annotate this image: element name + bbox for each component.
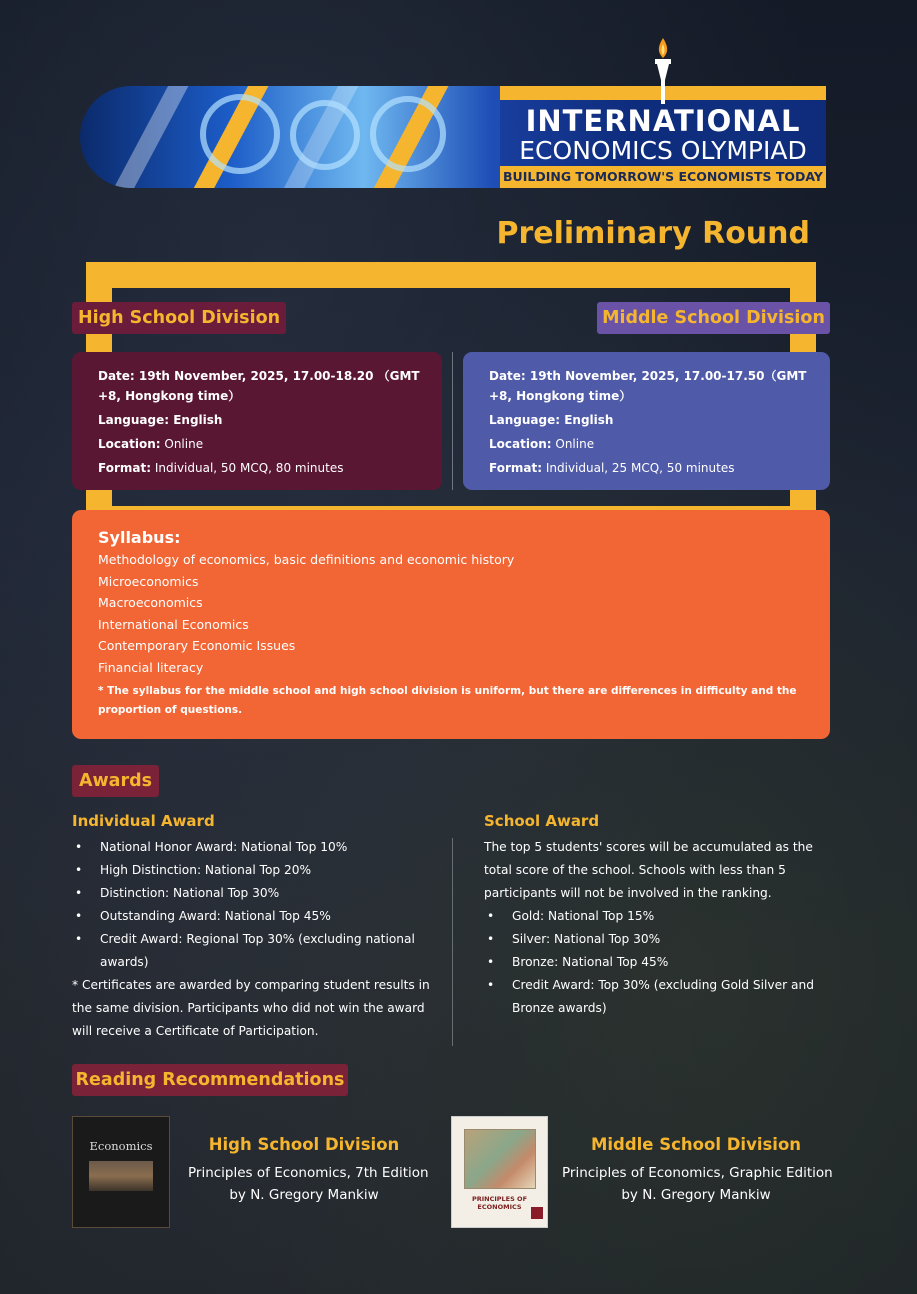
hs-format-value: Individual, 50 MCQ, 80 minutes [154, 461, 344, 475]
list-item: • Distinction: National Top 30% [72, 882, 432, 905]
list-item: • High Distinction: National Top 20% [72, 859, 432, 882]
ms-rec-author: by N. Gregory Mankiw [621, 1187, 771, 1203]
list-item: • Outstanding Award: National Top 45% [72, 905, 432, 928]
ms-date: Date: 19th November, 2025, 17.00-17.50（GMT +8, Hongkong time） [489, 369, 807, 403]
event-banner [80, 86, 826, 188]
ms-rec-book: Principles of Economics, Graphic Edition [562, 1165, 833, 1181]
syllabus-item: International Economics [98, 616, 249, 632]
high-school-info-card [72, 352, 442, 490]
torch-icon [650, 36, 676, 106]
individual-award-heading: Individual Award [72, 812, 215, 830]
middle-school-info-card [463, 352, 830, 490]
hs-location-label: Location: [98, 437, 161, 451]
list-item: • National Honor Award: National Top 10% [72, 836, 432, 859]
ms-location-value: Online [555, 437, 595, 451]
syllabus-item: Financial literacy [98, 659, 204, 675]
divider [452, 838, 453, 1046]
hs-date: Date: 19th November, 2025, 17.00-18.20 （GMT +8, Hongkong time） [98, 369, 420, 403]
middle-school-division-tag: Middle School Division [597, 302, 830, 334]
hs-location-value: Online [164, 437, 204, 451]
banner-tagline: BUILDING TOMORROW'S ECONOMISTS TODAY [503, 169, 823, 184]
banner-title-line2: ECONOMICS OLYMPIAD [519, 136, 807, 165]
page-title: Preliminary Round [496, 216, 810, 251]
syllabus-note: * The syllabus for the middle school and high school division is uniform, but there are differences in difficulty and the proportion of questions. [98, 685, 797, 716]
ms-recommendation [562, 1135, 833, 1206]
ms-location-label: Location: [489, 437, 552, 451]
hs-rec-book: Principles of Economics, 7th Edition [188, 1165, 429, 1181]
syllabus-item: Contemporary Economic Issues [98, 638, 296, 653]
banner-title-line1: INTERNATIONAL [525, 104, 801, 138]
hs-recommendation [188, 1135, 429, 1206]
reading-recommendations-tag: Reading Recommendations [72, 1064, 348, 1096]
list-item: • Silver: National Top 30% [484, 928, 834, 951]
ms-format-value: Individual, 25 MCQ, 50 minutes [545, 461, 735, 475]
ms-rec-heading: Middle School Division [590, 1135, 802, 1154]
hs-language: Language: English [98, 413, 223, 427]
list-item: • Bronze: National Top 45% [484, 951, 834, 974]
individual-award-note: * Certificates are awarded by comparing student results in the same division. Participants who did not win the award will receive a Certificate of Participation. [72, 978, 430, 1038]
school-award-heading: School Award [484, 812, 600, 830]
syllabus-heading: Syllabus: [98, 528, 181, 547]
syllabus-card [72, 510, 830, 739]
book-cover-ms [451, 1116, 548, 1228]
book-cover-title: PRINCIPLES OF ECONOMICS [471, 1195, 528, 1211]
hs-format-label: Format: [98, 461, 152, 475]
list-item: • Credit Award: Top 30% (excluding Gold Silver and Bronze awards) [484, 974, 834, 1020]
hs-rec-author: by N. Gregory Mankiw [229, 1187, 379, 1203]
ms-format-label: Format: [489, 461, 543, 475]
syllabus-item: Microeconomics [98, 573, 199, 589]
ms-language: Language: English [489, 413, 614, 427]
school-award-section [484, 812, 834, 1020]
list-item: • Gold: National Top 15% [484, 905, 834, 928]
syllabus-item: Methodology of economics, basic definitions and economic history [98, 552, 515, 567]
individual-award-section [72, 812, 432, 1043]
awards-tag: Awards [72, 765, 159, 797]
school-award-intro: The top 5 students' scores will be accumulated as the total score of the school. Schools with less than 5 participants will not be involved in the ranking. [484, 840, 813, 900]
book-cover-title: Economics [89, 1139, 153, 1153]
list-item: • Credit Award: Regional Top 30% (excluding national awards) [72, 928, 432, 974]
high-school-division-tag: High School Division [72, 302, 286, 334]
book-cover-hs [72, 1116, 170, 1228]
syllabus-item: Macroeconomics [98, 595, 203, 610]
hs-rec-heading: High School Division [208, 1135, 400, 1154]
divider [452, 352, 453, 490]
